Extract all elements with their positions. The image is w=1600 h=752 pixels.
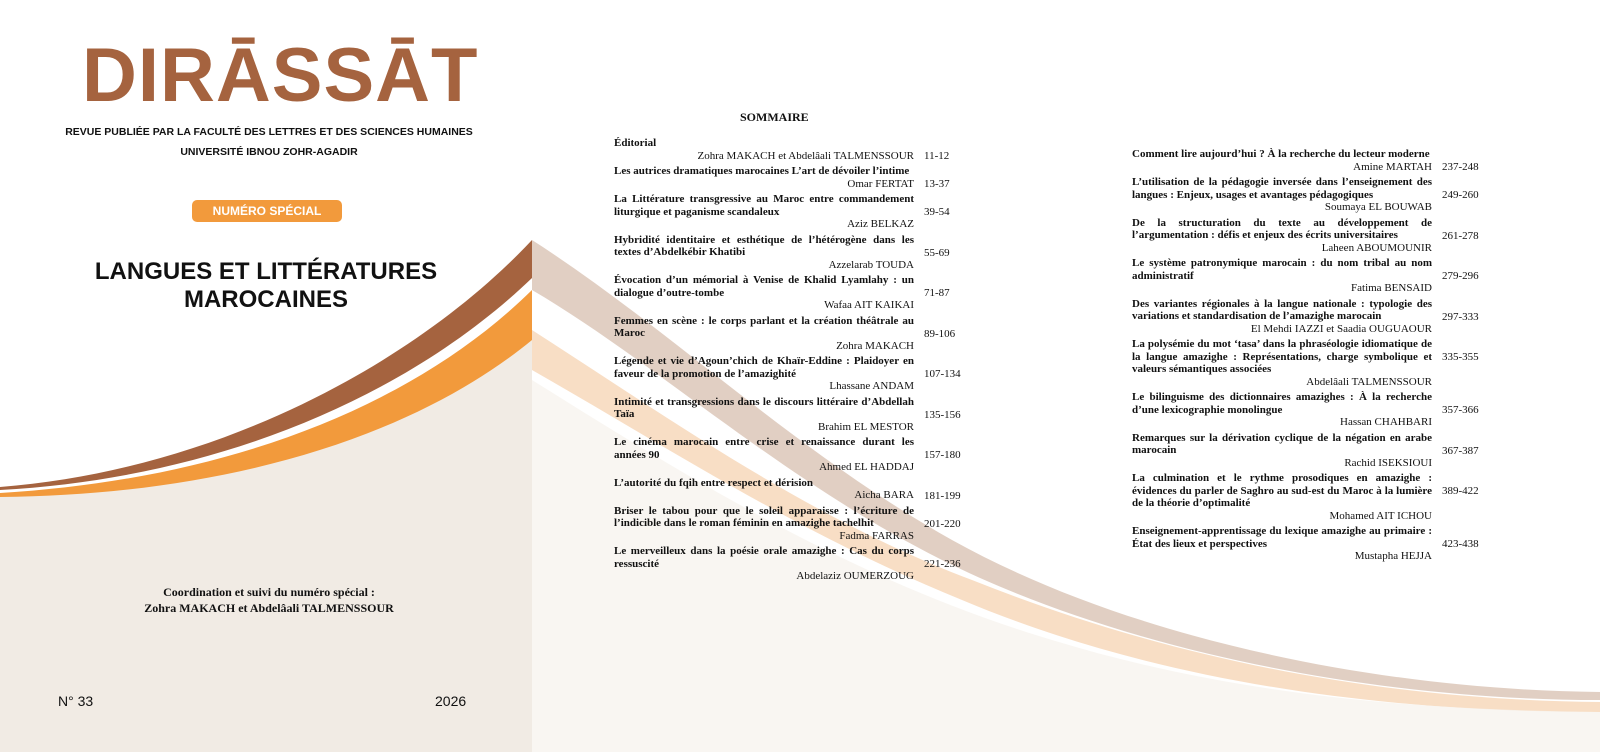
issue-title-line2: MAROCAINES [183,286,348,313]
toc-column-left [614,137,961,586]
toc-entry-pages: 221-236 [924,558,961,570]
toc-entry-title: Hybridité identitaire et esthétique de l’hétérogène dans les textes d’Abdelkébir Khatibi [614,233,914,258]
university-line: UNIVERSITÉ IBNOU ZOHR-AGADIR [180,146,358,158]
toc-entry-author: Hassan CHAHBARI [1340,416,1432,428]
toc-entry [614,193,950,231]
toc-entry-author: Azzelarab TOUDA [828,258,914,271]
toc-entry-title: La polysémie du mot ‘tasa’ dans la phraséologie idiomatique de la langue amazighe : Représentations, charge symbolique et valeurs sémantiques associées [1132,338,1432,375]
toc-entry-pages: 89-106 [924,327,956,340]
toc-entry [614,395,961,434]
toc-entry-title: Briser le tabou pour que le soleil apparaisse : l’écriture de l’indicible dans le roman féminin en amazighe tachelhit [614,504,914,529]
sommaire-heading: SOMMAIRE [740,110,809,124]
toc-entry-author: Lhassane ANDAM [829,380,914,392]
toc-entry-title: Des variantes régionales à la langue nationale : typologie des variations et standardisation de l’amazighe marocain [1132,297,1432,322]
publisher-line: REVUE PUBLIÉE PAR LA FACULTÉ DES LETTRES ET DES SCIENCES HUMAINES [65,126,473,138]
toc-entry-pages: 297-333 [1442,310,1479,323]
toc-entry-title: La culmination et le rythme prosodiques en amazighe : évidences du parler de Saghro au sud-est du Maroc à la lumière de la théorie d’optimalité [1132,472,1432,509]
toc-entry [614,355,961,393]
toc-entry-pages: 261-278 [1442,229,1479,242]
toc-entry-title: Légende et vie d’Agoun’chich de Khaïr-Eddine : Plaidoyer en faveur de la promotion de l’amazighité [614,355,914,380]
toc-entry-pages: 335-355 [1442,351,1479,363]
toc-entry-pages: 71-87 [924,287,950,299]
toc-entry-pages: 157-180 [924,449,961,461]
toc-entry [1132,148,1479,173]
toc-entry [1132,297,1479,336]
toc-entry-title: Le système patronymique marocain : du nom tribal au nom administratif [1132,257,1432,282]
toc-entry-author: Mustapha HEJJA [1354,550,1432,562]
toc-entry-pages: 55-69 [924,246,950,259]
toc-entry-pages: 135-156 [924,408,961,421]
issue-year: 2026 [435,693,467,709]
toc-entry [614,314,956,353]
toc-entry [1132,338,1479,388]
toc-entry-author: Wafaa AIT KAIKAI [824,299,914,311]
issue-number: N° 33 [58,693,94,709]
toc-entry [614,274,950,312]
toc-entry [1132,472,1479,522]
toc-entry-title: Le bilinguisme des dictionnaires amazighes : À la recherche d’une lexicographie monolingue [1132,391,1432,416]
toc-entry-title: La Littérature transgressive au Maroc entre commandement liturgique et paganisme scandaleux [614,193,914,218]
coordination-label: Coordination et suivi du numéro spécial : [163,585,375,599]
toc-entry-title: Les autrices dramatiques marocaines L’art de dévoiler l’intime [614,165,910,177]
toc-entry-author: Aziz BELKAZ [847,218,914,230]
toc-entry-author: Amine MARTAH [1353,160,1432,173]
toc-entry [1132,176,1479,214]
toc-entry-title: Remarques sur la dérivation cyclique de la négation en arabe marocain [1132,431,1432,456]
toc-entry-pages: 107-134 [924,368,961,380]
journal-logo: DIRĀSSĀT [82,33,479,118]
toc-entry-pages: 237-248 [1442,161,1479,173]
toc-entry-author: Laheen ABOUMOUNIR [1321,241,1432,254]
toc-entry [614,545,961,583]
toc-entry-pages: 423-438 [1442,538,1479,550]
toc-entry-author: Rachid ISEKSIOUI [1344,456,1432,469]
toc-entry [1132,216,1479,255]
toc-entry-author: Omar FERTAT [847,177,914,190]
toc-entry-pages: 181-199 [924,489,961,502]
toc-entry-title: L’autorité du fqih entre respect et dérision [614,476,814,489]
toc-entry [614,504,961,543]
toc-entry-pages: 11-12 [924,150,950,162]
toc-entry-title: Éditorial [614,137,657,149]
toc-entry-title: L’utilisation de la pédagogie inversée dans l’enseignement des langues : Enjeux, usages et avantages pédagogiques [1132,176,1432,201]
front-cover [0,0,532,752]
toc-entry-title: Évocation d’un mémorial à Venise de Khalid Lyamlahy : un dialogue d’outre-tombe [614,274,914,299]
toc-entry [614,165,950,190]
toc-entry-author: Zohra MAKACH et Abdelâali TALMENSSOUR [697,149,914,162]
toc-entry [1132,431,1479,470]
toc-entry [614,436,961,474]
toc-entry-author: Soumaya EL BOUWAB [1324,201,1432,213]
toc-entry-pages: 389-422 [1442,485,1479,497]
toc-entry-title: Le merveilleux dans la poésie orale amazighe : Cas du corps ressuscité [614,545,914,570]
toc-entry-author: Zohra MAKACH [836,339,914,352]
issue-title-line1: LANGUES ET LITTÉRATURES [94,258,438,285]
toc-entry [614,476,961,502]
toc-entry-author: Brahim EL MESTOR [818,420,914,433]
toc-entry-title: Le cinéma marocain entre crise et renaissance durant les années 90 [614,436,914,461]
toc-entry-author: El Mehdi IAZZI et Saadia OUGUAOUR [1250,322,1432,335]
toc-entry-pages: 39-54 [924,206,950,218]
toc-entry-pages: 13-37 [924,178,950,190]
coordination-names: Zohra MAKACH et Abdelâali TALMENSSOUR [144,601,394,615]
toc-entry-title: Enseignement-apprentissage du lexique amazighe au primaire : État des lieux et perspectives [1132,525,1432,550]
toc-entry-pages: 357-366 [1442,404,1479,416]
special-issue-badge: NUMÉRO SPÉCIAL [192,200,342,222]
toc-entry-author: Fadma FARRAS [839,529,914,542]
toc-entry-title: Comment lire aujourd’hui ? À la recherche du lecteur moderne [1132,148,1430,160]
toc-entry-pages: 279-296 [1442,270,1479,282]
toc-entry [614,233,950,272]
toc-entry-pages: 367-387 [1442,444,1479,457]
toc-entry-author: Mohamed AIT ICHOU [1329,509,1432,522]
toc-entry-author: Abdelaziz OUMERZOUG [796,570,914,582]
toc-entry-author: Ahmed EL HADDAJ [819,461,914,473]
toc-entry-pages: 201-220 [924,517,961,530]
toc-entry-title: Intimité et transgressions dans le discours littéraire d’Abdellah Taïa [614,395,914,420]
toc-entry-pages: 249-260 [1442,189,1479,201]
toc-entry-author: Abdelâali TALMENSSOUR [1306,375,1432,388]
toc-entry-title: De la structuration du texte au développement de l’argumentation : défis et enjeux des écrits universitaires [1132,216,1432,241]
toc-entry-title: Femmes en scène : le corps parlant et la création théâtrale au Maroc [614,314,914,339]
toc-entry [614,137,950,162]
toc-entry [1132,257,1479,295]
toc-column-right [1132,148,1479,566]
toc-entry [1132,525,1479,563]
toc-entry [1132,391,1479,429]
toc-entry-author: Aicha BARA [854,489,914,501]
toc-entry-author: Fatima BENSAID [1351,282,1432,294]
